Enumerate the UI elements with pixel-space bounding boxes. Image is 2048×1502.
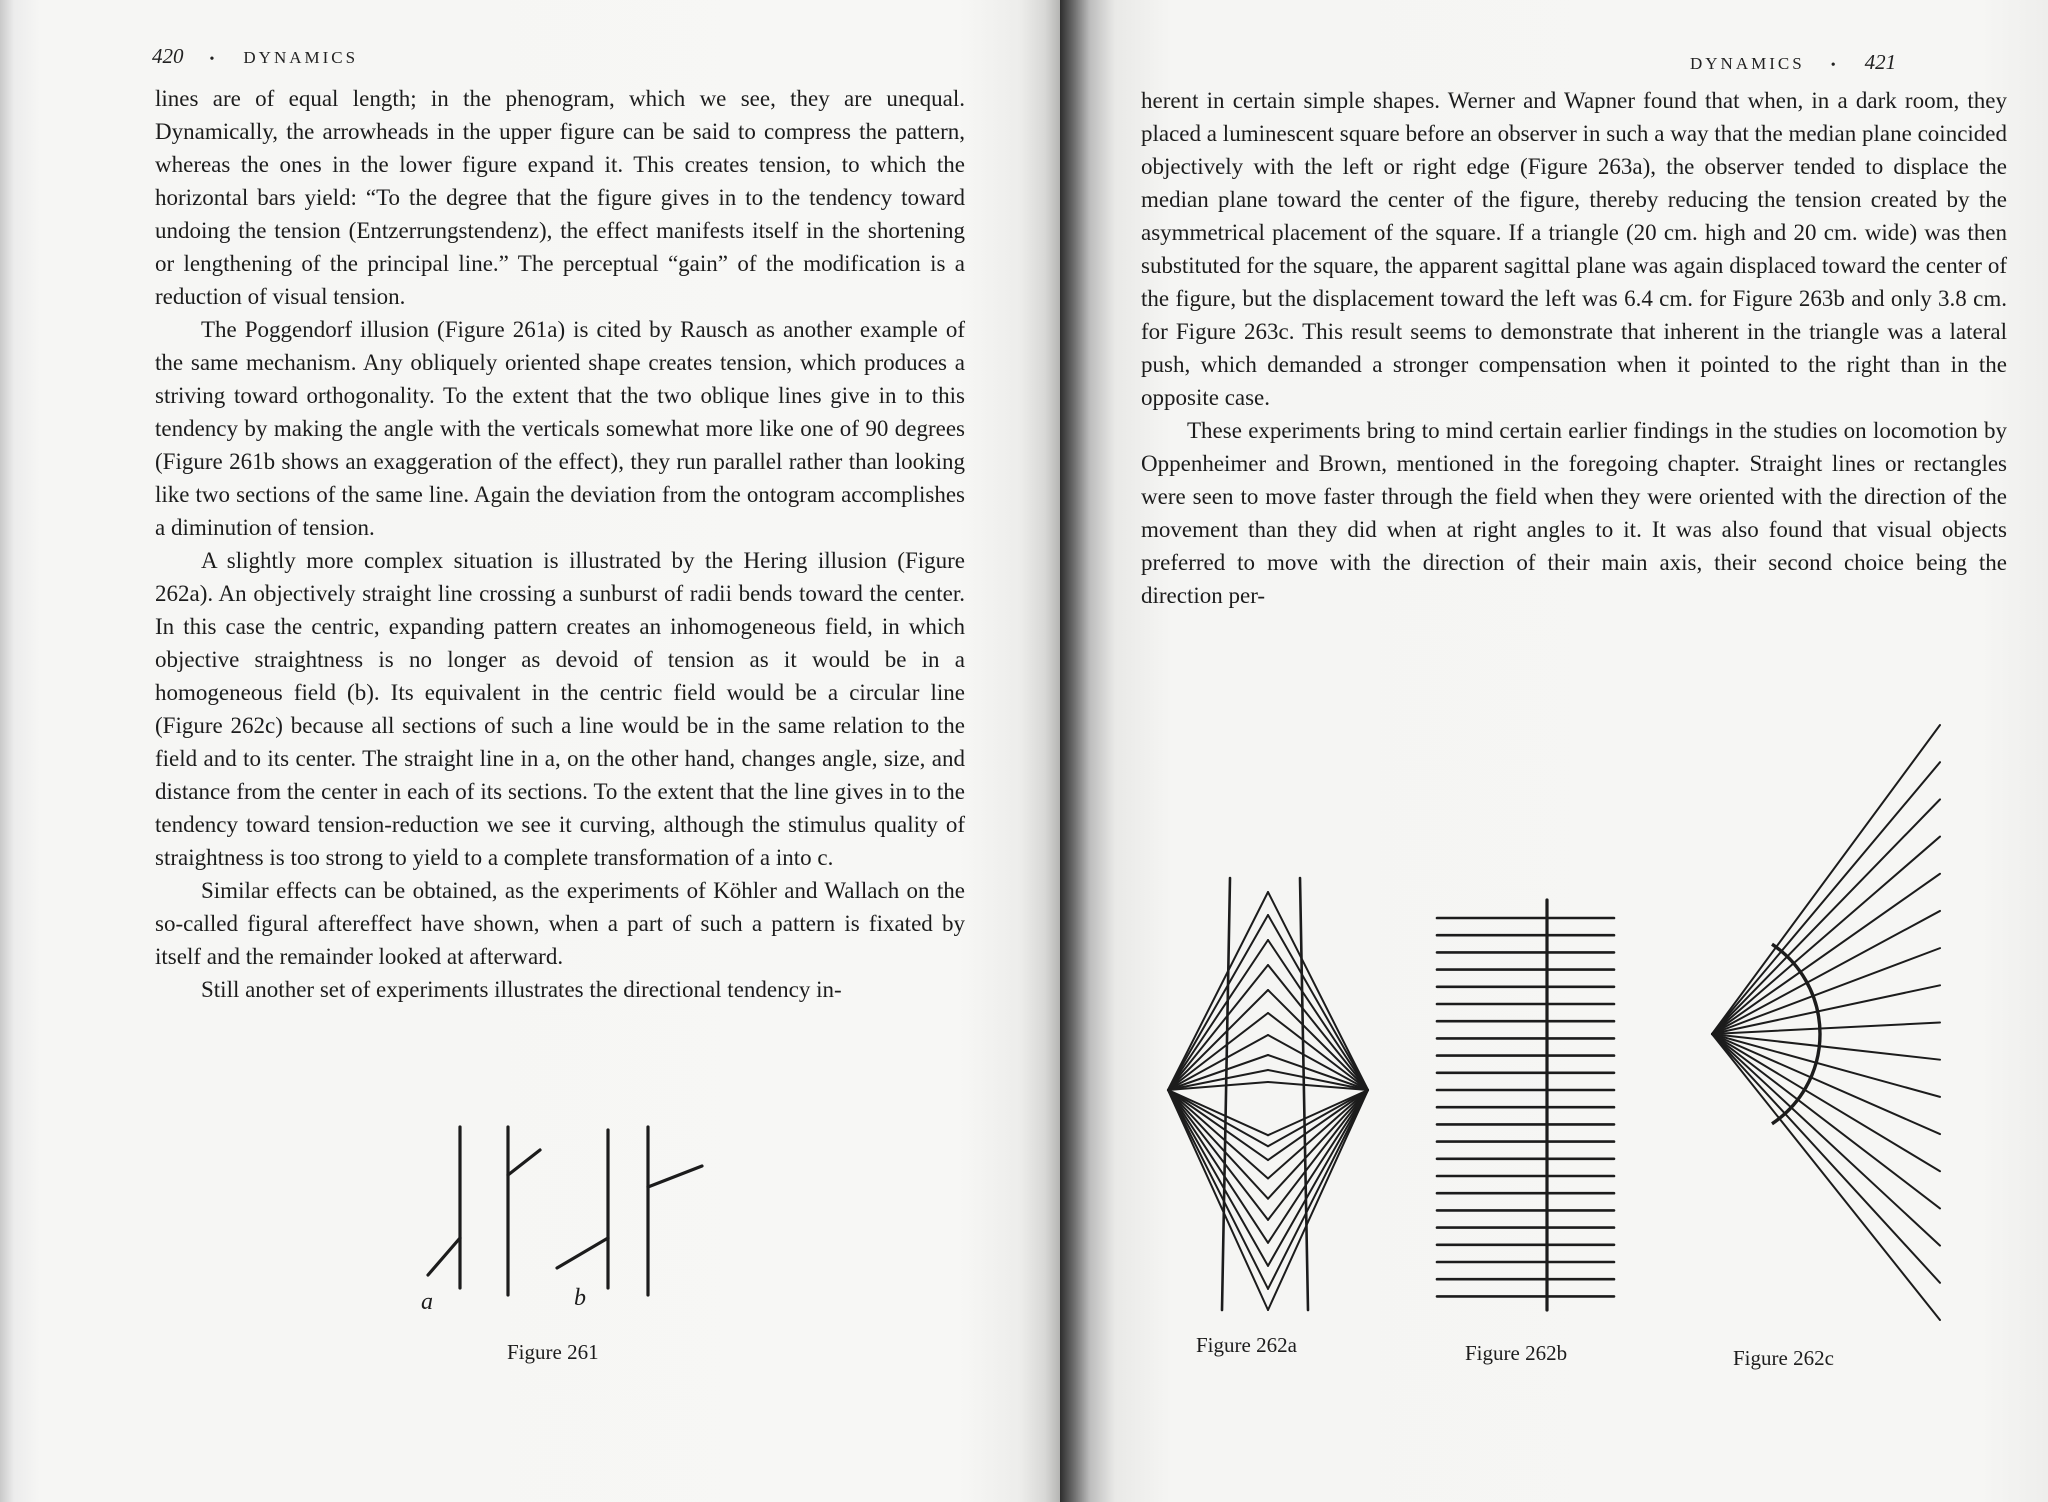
figure-261-caption: Figure 261 [507, 1340, 599, 1364]
header-dot: • [209, 52, 218, 67]
fig261-label-a: a [421, 1289, 433, 1315]
fan-ray [1712, 837, 1940, 1034]
fig261b-upper-oblique [648, 1166, 702, 1187]
left-running-head [152, 44, 358, 69]
fan-ray [1712, 799, 1940, 1034]
figure-262a-caption: Figure 262a [1196, 1333, 1297, 1357]
fan-ray [1712, 1034, 1940, 1134]
fig261-label-b: b [574, 1285, 586, 1311]
left-paragraph-1: lines are of equal length; in the phenogram, which we see, they are unequal. Dynamically, the arrowheads in the upper figure can be said to compress the pattern, whereas the ones in the lower figure expand it. This creates tension, to which the horizontal bars yield: “To the degree that the figure gives in to the tendency toward undoing the tension (Entzerrungstendenz), the effect manifests itself in the shortening or lengthening of the principal line.” The perceptual “gain” of the modification is a reduction of visual tension. [155, 86, 965, 309]
fig261a-upper-oblique [508, 1150, 540, 1175]
figure-262c-circular-line [1700, 720, 1950, 1325]
hering-upper-ray [1168, 990, 1268, 1090]
fan-ray [1712, 725, 1940, 1034]
left-paragraph-5: Still another set of experiments illustrates the directional tendency in- [201, 977, 842, 1002]
hering-lower-ray [1268, 1090, 1368, 1289]
figure-262b-homogeneous-field [1432, 900, 1622, 1320]
fan-ray [1712, 1034, 1940, 1060]
hering-upper-ray [1168, 940, 1268, 1090]
right-running-head [1690, 50, 1896, 75]
header-dot: • [1830, 58, 1839, 73]
hering-straight-line-right [1300, 878, 1308, 1310]
right-head-title: DYNAMICS [1690, 54, 1805, 73]
hering-upper-ray [1168, 1013, 1268, 1090]
left-paragraph-4: Similar effects can be obtained, as the experiments of Köhler and Wallach on the so-called figural aftereffect have shown, when a part of such a pattern is fixated by itself and the remainder looked at afterward. [155, 878, 965, 969]
figure-262a-hering-illusion [1160, 870, 1380, 1315]
fan-ray [1712, 1034, 1940, 1208]
fan-ray [1712, 911, 1940, 1034]
right-body-text [1141, 84, 2007, 612]
figure-262b-caption: Figure 262b [1465, 1341, 1568, 1365]
left-head-title: DYNAMICS [243, 48, 359, 67]
fan-ray [1712, 1023, 1940, 1035]
left-paragraph-2: The Poggendorf illusion (Figure 261a) is cited by Rausch as another example of the same mechanism. Any obliquely oriented shape creates tension, which produces a striving toward orthogonality. To the extent that the two oblique lines give in to this tendency by making the angle with the verticals somewhat more like one of 90 degrees (Figure 261b shows an exaggeration of the effect), they run parallel rather than looking like two sections of the same line. Again the deviation from the ontogram accomplishes a diminution of tension. [155, 317, 965, 540]
right-folio: 421 [1864, 50, 1897, 74]
fan-ray [1712, 948, 1940, 1034]
hering-upper-ray [1168, 965, 1268, 1090]
hering-upper-ray [1268, 990, 1368, 1090]
fan-ray [1712, 1034, 1940, 1320]
hering-straight-line-left [1222, 878, 1230, 1310]
right-page [1060, 0, 2048, 1502]
fan-ray [1712, 1034, 1940, 1283]
left-folio: 420 [152, 44, 184, 68]
figure-261-illustration [400, 1110, 720, 1330]
fig261b-lower-oblique [557, 1238, 608, 1268]
fig261a-lower-oblique [428, 1238, 460, 1275]
figure-262c-caption: Figure 262c [1733, 1346, 1834, 1370]
hering-lower-ray [1168, 1090, 1268, 1199]
hering-upper-ray [1268, 915, 1368, 1090]
hering-lower-ray [1268, 1090, 1368, 1266]
left-body-text [155, 82, 965, 1006]
right-paragraph-1: herent in certain simple shapes. Werner and Wapner found that when, in a dark room, they placed a luminescent square before an observer in such a way that the median plane coincided objectively with the left or right edge (Figure 263a), the observer tended to displace the median plane toward the center of the figure, thereby reducing the tension created by the asymmetrical placement of the square. If a triangle (20 cm. high and 20 cm. wide) was then substituted for the square, the apparent sagittal plane was again displaced toward the center of the figure, but the displacement toward the left was 6.4 cm. for Figure 263b and only 3.8 cm. for Figure 263c. This result seems to demonstrate that inherent in the triangle was a lateral push, which demanded a stronger compensation when it pointed to the right than in the opposite case. [1141, 88, 2007, 410]
hering-lower-ray [1168, 1090, 1268, 1289]
hering-upper-ray [1268, 940, 1368, 1090]
right-paragraph-2: These experiments bring to mind certain earlier findings in the studies on locomotion by Oppenheimer and Brown, mentioned in the foregoing chapter. Straight lines or rectangles were seen to move faster through the field when they were oriented with the direction of the movement than they did when at right angles to it. It was also found that visual objects preferred to move with the direction of their main axis, their second choice being the direction per- [1141, 418, 2007, 608]
fan-ray [1712, 1034, 1940, 1171]
hering-lower-ray [1168, 1090, 1268, 1266]
hering-upper-ray [1268, 965, 1368, 1090]
hering-upper-ray [1168, 915, 1268, 1090]
left-paragraph-3: A slightly more complex situation is illustrated by the Hering illusion (Figure 262a). An objectively straight line crossing a sunburst of radii bends toward the center. In this case the centric, expanding pattern creates an inhomogeneous field, in which objective straightness is no longer as devoid of tension as it would be in a homogeneous field (b). Its equivalent in the centric field would be a circular line (Figure 262c) because all sections of such a line would be in the same relation to the field and to its center. The straight line in a, on the other hand, changes angle, size, and distance from the center in each of its sections. To the extent that the line gives in to the tendency toward tension-reduction we see it curving, although the stimulus quality of straightness is too strong to yield to a complete transformation of a into c. [155, 548, 965, 870]
hering-lower-ray [1268, 1090, 1368, 1199]
hering-upper-ray [1268, 1013, 1368, 1090]
